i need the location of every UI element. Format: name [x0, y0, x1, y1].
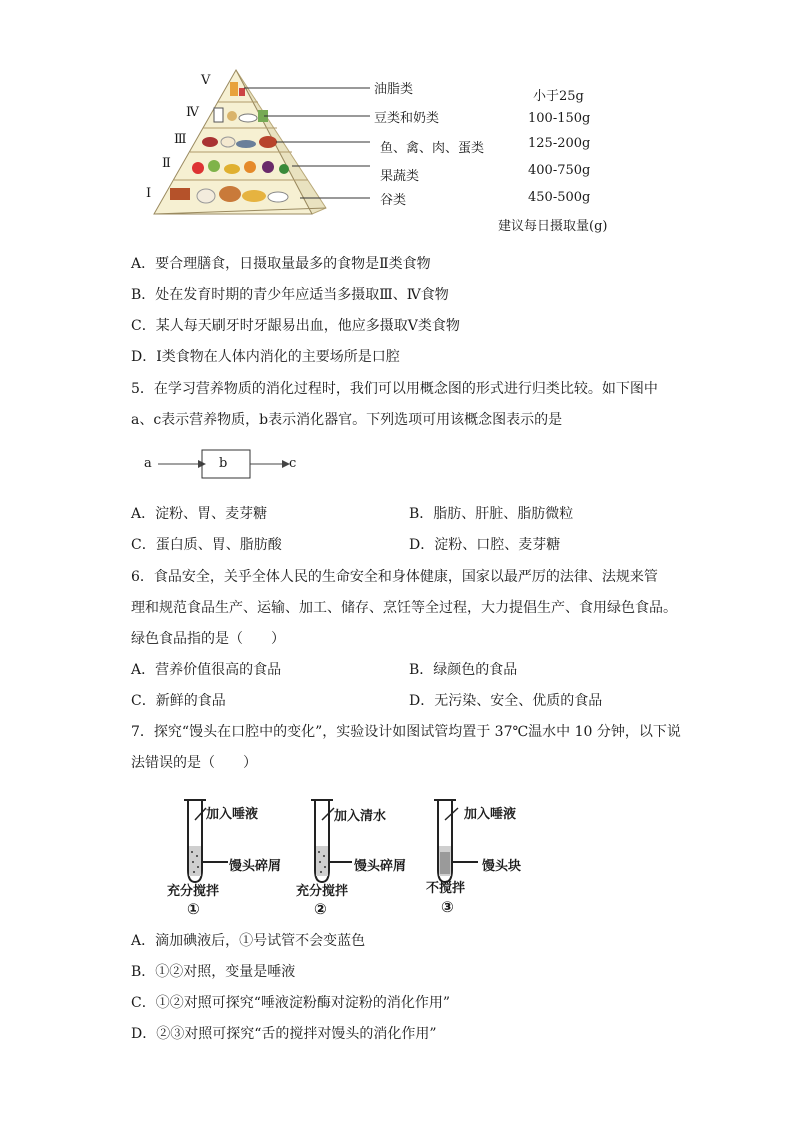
tube-2-side-label: 馒头碎屑 [354, 859, 407, 874]
tube-1-number: ① [187, 900, 200, 918]
level-label-2: Ⅱ [162, 156, 171, 171]
oil-bottle-icon [230, 82, 238, 96]
q5-option-a[interactable]: A．淀粉、胃、麦芽糖 [131, 506, 268, 522]
tube-1-bottom-label: 充分搅拌 [167, 884, 220, 899]
label-oils: 油脂类 [374, 82, 414, 97]
q6-stem-line-2: 理和规范食品生产、运输、加工、储存、烹饪等全过程，大力提倡生产、食用绿色食品。 [131, 600, 677, 616]
rice-bowl-icon [268, 192, 288, 202]
amount-grains: 450-500g [528, 190, 591, 205]
tube-3-number: ③ [441, 898, 454, 916]
amount-beans-milk: 100-150g [528, 111, 591, 126]
level-label-4: Ⅳ [186, 105, 199, 120]
label-beans-milk: 豆类和奶类 [374, 111, 440, 126]
steamed-bun-icon [197, 189, 215, 203]
tube-1-side-label: 馒头碎屑 [229, 859, 282, 874]
pyramid-caption: 建议每日摄取量(g) [498, 219, 608, 234]
fish-icon [236, 140, 256, 148]
tube-3-bottom-label: 不搅拌 [426, 881, 466, 896]
label-fruit-veg: 果蔬类 [380, 169, 420, 184]
q5-stem-line-2: a、c表示营养物质，b表示消化器官。下列选项可用该概念图表示的是 [131, 412, 563, 428]
q7-stem-line-1: 7．探究“馒头在口腔中的变化”，实验设计如图试管均置于 37℃温水中 10 分钟，以下说 [131, 724, 681, 740]
label-meat: 鱼、禽、肉、蛋类 [380, 141, 485, 156]
q7-option-a[interactable]: A．滴加碘液后，①号试管不会变蓝色 [131, 933, 366, 949]
tube-3-top-label: 加入唾液 [464, 807, 517, 822]
q5-option-b[interactable]: B．脂肪、肝脏、脂肪微粒 [409, 506, 574, 522]
tube-3-side-label: 馒头块 [482, 859, 522, 874]
q6-stem-line-3: 绿色食品指的是（ ） [131, 631, 285, 647]
corn-icon [242, 190, 266, 202]
chicken-icon [259, 136, 277, 148]
label-grains: 谷类 [380, 193, 407, 208]
q6-stem-line-1: 6．食品安全，关乎全体人民的生命安全和身体健康，国家以最严厉的法律、法规来管 [131, 569, 658, 585]
meat-icon [202, 137, 218, 147]
butter-icon [239, 88, 245, 96]
q7-option-c[interactable]: C．①②对照可探究“唾液淀粉酶对淀粉的消化作用” [131, 995, 451, 1011]
amount-fruit-veg: 400-750g [528, 163, 591, 178]
q4-option-b[interactable]: B．处在发育时期的青少年应适当多摄取Ⅲ、Ⅳ食物 [131, 287, 449, 303]
tube-1-top-label: 加入唾液 [206, 807, 259, 822]
concept-node-b: b [219, 456, 228, 471]
concept-node-a: a [144, 456, 152, 471]
q6-option-a[interactable]: A．营养价值很高的食品 [131, 662, 282, 678]
level-label-3: Ⅲ [174, 132, 187, 147]
q6-option-b[interactable]: B．绿颜色的食品 [409, 662, 518, 678]
beans-icon [227, 111, 237, 121]
level-label-5: V [201, 73, 211, 88]
q7-stem-line-2: 法错误的是（ ） [131, 755, 257, 771]
orange-icon [244, 161, 256, 173]
loaf-icon [219, 186, 241, 202]
tomato-icon [192, 162, 204, 174]
q7-option-b[interactable]: B．①②对照，变量是唾液 [131, 964, 296, 980]
egg-icon [221, 137, 235, 147]
vegetable-icon [279, 164, 289, 174]
q7-option-d[interactable]: D．②③对照可探究“舌的搅拌对馒头的消化作用” [131, 1026, 437, 1042]
q6-option-d[interactable]: D．无污染、安全、优质的食品 [409, 693, 603, 709]
tube-2-top-label: 加入清水 [334, 809, 387, 824]
cabbage-icon [208, 160, 220, 172]
grape-icon [262, 161, 274, 173]
bowl-icon [239, 114, 257, 122]
tube-2-number: ② [314, 900, 327, 918]
q5-stem-line-1: 5．在学习营养物质的消化过程时，我们可以用概念图的形式进行归类比较。如下图中 [131, 381, 658, 397]
q6-option-c[interactable]: C．新鲜的食品 [131, 693, 226, 709]
milk-carton-icon [214, 108, 223, 122]
q5-option-c[interactable]: C．蛋白质、胃、脂肪酸 [131, 537, 282, 553]
concept-node-c: c [289, 456, 297, 471]
q4-option-a[interactable]: A．要合理膳食，日摄取量最多的食物是Ⅱ类食物 [131, 256, 431, 272]
q4-option-c[interactable]: C．某人每天刷牙时牙龈易出血，他应多摄取Ⅴ类食物 [131, 318, 460, 334]
bread-icon [170, 188, 190, 200]
level-label-1: Ⅰ [146, 186, 152, 201]
tube-2-bottom-label: 充分搅拌 [296, 884, 349, 899]
amount-oils: 小于25g [533, 89, 584, 104]
q5-option-d[interactable]: D．淀粉、口腔、麦芽糖 [409, 537, 561, 553]
q4-option-d[interactable]: D．Ⅰ类食物在人体内消化的主要场所是口腔 [131, 349, 400, 365]
amount-meat: 125-200g [528, 136, 591, 151]
banana-icon [224, 164, 240, 174]
